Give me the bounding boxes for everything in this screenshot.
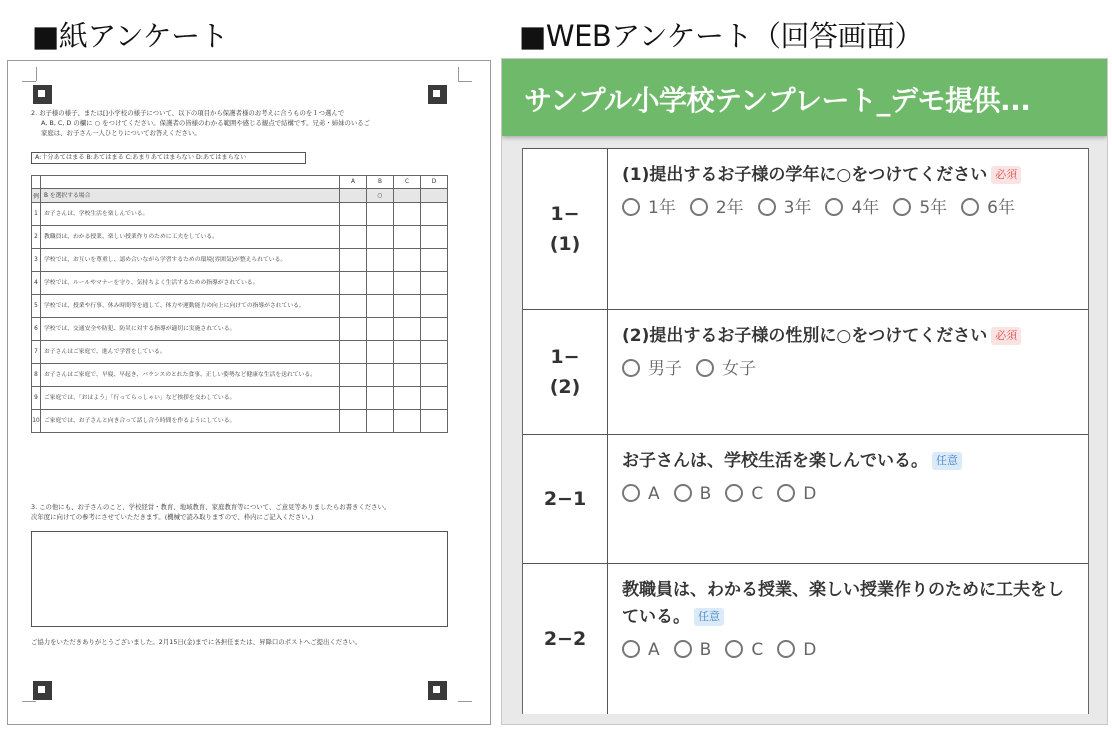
- radio-option[interactable]: [725, 481, 763, 507]
- crop-mark: [458, 67, 459, 81]
- radio-circle-icon[interactable]: [725, 484, 743, 502]
- paper-footer-note: ご協力をいただきありがとうございました。2月15日(金)までに各担任または、昇降口のポストへご提出ください。: [31, 638, 362, 646]
- answer-cell: [394, 272, 421, 295]
- radio-option[interactable]: [622, 637, 660, 663]
- answer-cell: [340, 295, 367, 318]
- registration-marker-icon: [428, 681, 447, 700]
- answer-cell: [421, 410, 448, 433]
- radio-label: D: [803, 640, 817, 660]
- option-group: [622, 195, 1074, 221]
- crop-mark: [458, 701, 472, 702]
- paper-q3-text: 次年度に向けての参考にさせていただきます。(機械で読み取りますので、枠内にご記入ください。): [31, 513, 314, 521]
- row-question: 学校では、授業や行事、休み時間等を通して、体力や運動能力の向上に向けての指導がされている。: [41, 295, 340, 318]
- paper-table-row: [32, 272, 448, 295]
- answer-cell: [367, 295, 394, 318]
- radio-option[interactable]: [777, 481, 816, 507]
- answer-cell: [394, 226, 421, 249]
- radio-label: 3年: [783, 198, 812, 218]
- radio-circle-icon[interactable]: [777, 484, 795, 502]
- question-text-block: [622, 448, 1074, 475]
- radio-circle-icon[interactable]: [674, 640, 692, 658]
- radio-label: 4年: [851, 198, 880, 218]
- paper-table-row: [32, 249, 448, 272]
- radio-option[interactable]: [961, 195, 1015, 221]
- question-number: 2−1: [523, 435, 608, 563]
- row-number: 2: [32, 226, 41, 249]
- example-text: B を選択する場合: [41, 189, 340, 203]
- answer-cell: [394, 410, 421, 433]
- free-comment-box: [31, 531, 448, 627]
- radio-label: C: [751, 640, 764, 660]
- registration-marker-icon: [33, 681, 52, 700]
- question-number: 2−2: [523, 564, 608, 714]
- col-header-c: C: [394, 176, 421, 189]
- radio-label: A: [648, 640, 660, 660]
- radio-option[interactable]: [674, 637, 712, 663]
- answer-cell: [340, 410, 367, 433]
- question-body: [608, 149, 1088, 309]
- optional-badge: 任意: [694, 608, 724, 626]
- answer-cell: [394, 341, 421, 364]
- paper-table-row: [32, 410, 448, 433]
- answer-cell: [367, 226, 394, 249]
- row-question: お子さんはご家庭で、進んで学習をしている。: [41, 341, 340, 364]
- row-number: 9: [32, 387, 41, 410]
- answer-cell: [367, 387, 394, 410]
- answer-cell: [421, 364, 448, 387]
- question-text: お子さんは、学校生活を楽しんでいる。: [622, 451, 928, 471]
- radio-circle-icon[interactable]: [622, 359, 640, 377]
- row-number: 6: [32, 318, 41, 341]
- radio-label: C: [751, 484, 764, 504]
- crop-mark: [36, 67, 37, 81]
- answer-cell: [340, 249, 367, 272]
- answer-cell: [340, 318, 367, 341]
- question-number: 1− (2): [523, 310, 608, 434]
- radio-option[interactable]: [622, 195, 676, 221]
- row-number: 1: [32, 203, 41, 226]
- radio-circle-icon[interactable]: [725, 640, 743, 658]
- row-question: 教職員は、わかる授業、楽しい授業作りのために工夫をしている。: [41, 226, 340, 249]
- row-question: お子さんは、学校生活を楽しんでいる。: [41, 203, 340, 226]
- row-number: 7: [32, 341, 41, 364]
- question-text: 教職員は、わかる授業、楽しい授業作りのために工夫をしている。: [622, 580, 1064, 627]
- radio-option[interactable]: [622, 481, 660, 507]
- row-number: 4: [32, 272, 41, 295]
- radio-option[interactable]: [690, 195, 744, 221]
- paper-q2-text: 家庭は、お子さん一人ひとりについてお答えください。: [41, 129, 201, 137]
- radio-option[interactable]: [777, 637, 816, 663]
- option-group: [622, 637, 1074, 663]
- answer-cell: [394, 295, 421, 318]
- radio-circle-icon[interactable]: [825, 198, 843, 216]
- answer-cell: [340, 341, 367, 364]
- question-list: [522, 148, 1089, 714]
- paper-table-row: [32, 295, 448, 318]
- question-body: [608, 564, 1088, 714]
- answer-cell: [394, 364, 421, 387]
- answer-cell: [340, 226, 367, 249]
- required-badge: 必須: [991, 166, 1021, 184]
- question-row: [523, 148, 1088, 309]
- crop-mark: [458, 81, 472, 82]
- optional-badge: 任意: [932, 452, 962, 470]
- radio-option[interactable]: [696, 356, 756, 382]
- radio-circle-icon[interactable]: [777, 640, 795, 658]
- crop-mark: [22, 81, 36, 82]
- question-text: (2)提出するお子様の性別に○をつけてください: [622, 326, 988, 346]
- question-body: [608, 435, 1088, 563]
- answer-cell: [421, 249, 448, 272]
- row-question: 学校では、交通安全や防犯、防災に対する指導が適切に実施されている。: [41, 318, 340, 341]
- question-text-block: [622, 162, 1074, 189]
- radio-circle-icon[interactable]: [690, 198, 708, 216]
- paper-q3-text: 3. この他にも、お子さんのこと、学校経営・教育、地域教育、家庭教育等について、ご意見等ありましたらお書きください。: [31, 503, 391, 511]
- paper-q2-text: A, B, C, D の欄に ○ をつけてください。保護者の皆様のわかる範囲や感じる観点で結構です。兄弟・姉妹のいるご: [41, 119, 371, 127]
- paper-table-row: [32, 203, 448, 226]
- paper-q2-text: 2. お子様の様子、または[]小学校の様子について、以下の項目から保護者様のお考えに合うものを１つ選んで: [31, 109, 345, 117]
- web-survey-heading: ■WEBアンケート（回答画面）: [519, 19, 924, 53]
- option-group: [622, 481, 1074, 507]
- example-mark: ○: [367, 189, 394, 203]
- radio-label: B: [699, 640, 712, 660]
- radio-circle-icon[interactable]: [758, 198, 776, 216]
- answer-cell: [394, 203, 421, 226]
- answer-cell: [340, 387, 367, 410]
- radio-circle-icon[interactable]: [622, 484, 640, 502]
- answer-cell: [394, 249, 421, 272]
- radio-label: 1年: [648, 198, 676, 218]
- radio-circle-icon[interactable]: [674, 484, 692, 502]
- survey-title: サンプル小学校テンプレート_デモ提供...: [524, 84, 1031, 117]
- radio-option[interactable]: [622, 356, 682, 382]
- answer-cell: [367, 249, 394, 272]
- row-question: 学校では、ルールやマナーを守り、気持ちよく生活するための指導がされている。: [41, 272, 340, 295]
- answer-cell: [367, 410, 394, 433]
- radio-option[interactable]: [725, 637, 763, 663]
- answer-cell: [367, 364, 394, 387]
- paper-table-row: [32, 318, 448, 341]
- crop-mark: [22, 701, 36, 702]
- radio-option[interactable]: [674, 481, 712, 507]
- row-question: 学校では、お互いを尊重し、認め合いながら学習するための環境(雰囲気)が整えられている。: [41, 249, 340, 272]
- question-row: [523, 563, 1088, 714]
- paper-table-row: [32, 387, 448, 410]
- question-number: 1− (1): [523, 149, 608, 309]
- question-text-block: [622, 323, 1074, 350]
- paper-question-table: [31, 175, 448, 433]
- row-number: 3: [32, 249, 41, 272]
- answer-cell: [367, 272, 394, 295]
- answer-cell: [394, 387, 421, 410]
- answer-cell: [367, 341, 394, 364]
- radio-circle-icon[interactable]: [622, 198, 640, 216]
- paper-table-row: [32, 364, 448, 387]
- radio-circle-icon[interactable]: [696, 359, 714, 377]
- paper-scale-legend: A:十分あてはまる B:あてはまる C:あまりあてはまらない D:あてはまらない: [31, 152, 306, 164]
- answer-cell: [421, 295, 448, 318]
- answer-cell: [394, 318, 421, 341]
- row-question: お子さんはご家庭で、早寝、早起き、バランスのとれた食事、正しい姿勢など健康な生活を送れている。: [41, 364, 340, 387]
- web-survey-preview: [501, 58, 1108, 725]
- answer-cell: [421, 203, 448, 226]
- paper-survey-preview: [7, 60, 491, 725]
- answer-cell: [367, 318, 394, 341]
- radio-option[interactable]: [758, 195, 812, 221]
- row-number: 5: [32, 295, 41, 318]
- answer-cell: [367, 203, 394, 226]
- row-question: ご家庭では、「おはよう」「行ってらっしゃい」など挨拶を交わしている。: [41, 387, 340, 410]
- question-body: [608, 310, 1088, 434]
- answer-cell: [421, 387, 448, 410]
- radio-label: 女子: [722, 359, 756, 379]
- survey-header: [502, 59, 1107, 136]
- radio-label: 6年: [987, 198, 1015, 218]
- radio-label: A: [648, 484, 660, 504]
- answer-cell: [340, 272, 367, 295]
- radio-circle-icon[interactable]: [961, 198, 979, 216]
- registration-marker-icon: [428, 85, 447, 104]
- question-row: [523, 309, 1088, 434]
- registration-marker-icon: [33, 85, 52, 104]
- radio-label: 2年: [715, 198, 744, 218]
- radio-circle-icon[interactable]: [893, 198, 911, 216]
- row-number: 8: [32, 364, 41, 387]
- radio-circle-icon[interactable]: [622, 640, 640, 658]
- question-text: (1)提出するお子様の学年に○をつけてください: [622, 165, 988, 185]
- radio-label: 5年: [919, 198, 948, 218]
- paper-table-row: [32, 226, 448, 249]
- radio-label: B: [699, 484, 712, 504]
- col-header-d: D: [421, 176, 448, 189]
- col-header-b: B: [367, 176, 394, 189]
- radio-label: 男子: [648, 359, 682, 379]
- question-text-block: [622, 577, 1074, 631]
- option-group: [622, 356, 1074, 382]
- answer-cell: [340, 203, 367, 226]
- radio-label: D: [803, 484, 817, 504]
- answer-cell: [421, 341, 448, 364]
- radio-option[interactable]: [893, 195, 947, 221]
- paper-table-row: [32, 341, 448, 364]
- question-row: [523, 434, 1088, 563]
- radio-option[interactable]: [825, 195, 879, 221]
- example-label: 例: [32, 189, 41, 203]
- answer-cell: [421, 318, 448, 341]
- row-number: 10: [32, 410, 41, 433]
- paper-survey-heading: ■紙アンケート: [32, 19, 229, 53]
- row-question: ご家庭では、お子さんと向き合って話し合う時間を作るようにしている。: [41, 410, 340, 433]
- col-header-a: A: [340, 176, 367, 189]
- answer-cell: [421, 226, 448, 249]
- answer-cell: [340, 364, 367, 387]
- answer-cell: [421, 272, 448, 295]
- required-badge: 必須: [991, 327, 1021, 345]
